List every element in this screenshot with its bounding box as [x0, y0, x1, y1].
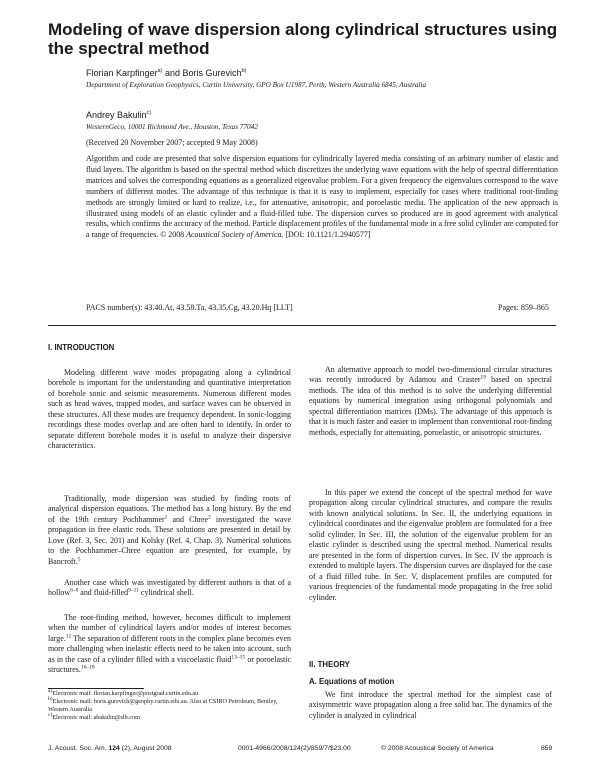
footer-page-number: 859: [541, 745, 553, 752]
intro-paragraph-3: [48, 578, 291, 599]
p5-text-a: An alternative approach to model two-dimensional circular structures was recently introduced by Adamou and Craster: [309, 365, 552, 385]
ref-6-8: 6–8: [70, 587, 79, 594]
ref-19: 19: [480, 374, 487, 381]
p2-text-a: Traditionally, mode dispersion was studied by finding roots of analytical dispersion equations. The method has a long history. By the end of the 19th century Pochhammer: [48, 494, 291, 524]
footnote-c-text: Electronic mail: abakulin@slb.com: [52, 714, 140, 721]
footnote-b-mark: b): [48, 695, 53, 702]
copyright-year: © 2008: [160, 230, 187, 240]
footnote-a-text: Electronic mail: florian.karpfinger@postgrad.curtin.edu.au: [52, 690, 199, 697]
author-line-2: [86, 110, 556, 121]
abstract: [86, 154, 558, 241]
footer-issn: 0001-4966/2008/124(2)/859/7/$23.00: [238, 745, 351, 752]
footnote-c-mark: c): [48, 711, 53, 718]
intro-paragraph-4: [48, 613, 291, 676]
p4-text-c: or poroelastic structures.: [48, 654, 291, 675]
p3-text-b: and fluid-filled: [78, 588, 129, 598]
intro-paragraph-6: In this paper we extend the concept of the spectral method for wave propagation along circular cylindrical structures, and compare the results with known analytical solutions. In Sec. II, the underlying equations in cylindrical coordinates and the eigenvalue problem are formulated for a free solid cylinder. In Sec. III, the solution of the eigenvalue problem for an elastic cylinder is described using the spectral method. Numerical results are presented in the form of dispersion curves. In Sec. IV the approach is extended to multiple layers. The dispersion curves are displayed for the case of a fluid filled tube. In Sec. V, displacement profiles are computed for various frequencies of the fundamental mode propagating in the free solid cylinder.: [309, 488, 552, 602]
section-theory-heading: II. THEORY: [309, 660, 350, 669]
left-column: [48, 338, 291, 678]
subsection-equations-heading: A. Equations of motion: [309, 677, 395, 686]
affiliation-westerngeco: WesternGeco, 10001 Richmond Ave., Houston, Texas 77042: [86, 123, 258, 131]
paper-title: Modeling of wave dispersion along cylindrical structures using the spectral method: [48, 20, 558, 58]
p2-text-b: and Chree: [167, 514, 209, 524]
ref-12: 12: [65, 633, 72, 640]
intro-paragraph-5: [309, 365, 552, 438]
received-dates: (Received 20 November 2007; accepted 9 May 2008): [86, 138, 258, 147]
footnote-b: [48, 695, 293, 713]
author-bakulin: Andrey Bakulin: [86, 110, 147, 120]
p4-text-a: The root-finding method, however, becomes difficult to implement when the number of cylindrical layers and/or modes of interest becomes large.: [48, 613, 291, 643]
author-line-1: [86, 68, 556, 79]
copyright-society: Acoustical Society of America.: [186, 230, 284, 240]
right-column: [309, 338, 552, 738]
author-gurevich: and Boris Gurevich: [162, 68, 242, 78]
abstract-text: Algorithm and code are presented that solve dispersion equations for cylindrically layered media consisting of an arbitrary number of elastic and fluid layers. The algorithm is based on the spectral method which discretizes the underlying wave equations with the help of spectral differentiation matrices and solves the corresponding equations as a generalized eigenvalue problem. For a given frequency the eigenvalues correspond to the wave numbers of different modes. The advantage of this technique is that it is easy to implement, especially for cases where traditional root-finding methods are strongly limited or hard to realize, i.e., for attenuative, anisotropic, and poroelastic media. The application of the new approach is illustrated using models of an elastic cylinder and a fluid-filled tube. The dispersion curves so produced are in good agreement with analytical results, which confirms the accuracy of the method. Particle displacement profiles of the fundamental mode in a free solid cylinder are computed for a range of frequencies.: [86, 154, 558, 240]
footnote-b-text: Electronic mail: boris.gurevich@geophy.curtin.edu.au. Also at CSIRO Petroleum, Bentley, Western Australia: [48, 698, 278, 713]
p2-text-c: investigated the wave propagation in free elastic rods. These solutions are presented in detail by Love (Ref. 3, Sec. 201) and Kolsky (Ref. 4, Chap. 3). Numerical solutions to the Pochhammer–Chree equation are presented, for example, by Bancroft.: [48, 514, 291, 566]
p5-text-b: based on spectral methods. The idea of this method is to solve the underlying differential equations by numerical integration using orthogonal polynomials and spectral differentiation matrices (DMs). The advantage of this approach is that it is much faster and easier to implement than conventional root-finding methods, especially for attenuating, poroelastic, or anisotropic structures.: [309, 375, 552, 437]
footnote-a: [48, 687, 293, 698]
footnote-rule: [48, 688, 144, 689]
footnote-a-mark: a): [48, 687, 53, 694]
p3-text-a: Another case which was investigated by different authors is that of a hollow: [48, 578, 291, 598]
footnote-c: [48, 711, 293, 722]
footer-journal-name: J. Acoust. Soc. Am.: [48, 745, 109, 752]
header-rule: [48, 325, 556, 326]
section-introduction-heading: I. INTRODUCTION: [48, 343, 115, 352]
author-note-b: b): [241, 68, 247, 74]
ref-13-15: 13–15: [231, 654, 246, 661]
ref-9-11: 9–11: [128, 587, 139, 594]
ref-2: 2: [208, 514, 211, 521]
footer-copyright: © 2008 Acoustical Society of America: [381, 745, 494, 752]
author-note-a: a): [157, 68, 163, 74]
footer-issue: (2), August 2008: [119, 745, 172, 752]
p3-text-c: cylindrical shell.: [138, 588, 194, 598]
intro-paragraph-2: [48, 494, 291, 567]
footer-journal: [48, 744, 172, 753]
affiliation-curtin: Department of Exploration Geophysics, Curtin University, GPO Box U1987, Perth, Western Australia 6845, Australia: [86, 81, 427, 89]
author-note-c: c): [146, 110, 152, 116]
footer-volume: 124: [108, 745, 120, 752]
page-range: Pages: 859–865: [498, 303, 549, 312]
ref-5: 5: [77, 556, 81, 563]
theory-paragraph-1: We first introduce the spectral method for the simplest case of axisymmetric wave propagation along a free solid bar. The dynamics of the cylinder is analyzed in cylindrical: [309, 690, 552, 720]
pacs-numbers: PACS number(s): 43.40.At, 43.58.Ta, 43.35.Cg, 43.20.Hq [LLT]: [86, 303, 293, 312]
ref-16-18: 16–18: [80, 664, 95, 671]
ref-1: 1: [164, 514, 168, 521]
doi: [DOI: 10.1121/1.2940577]: [283, 230, 371, 240]
author-karpfinger: Florian Karpfinger: [86, 68, 158, 78]
intro-paragraph-1: Modeling different wave modes propagating along a cylindrical borehole is important for the understanding and quantitative interpretation of borehole sonic and seismic measurements. Numerous different modes such as head waves, trapped modes, and surface waves can be observed in these structures. All these modes are frequency dependent. In sonic-logging recordings these modes overlap and are often hard to identify. In order to separate different borehole modes it is useful to analyze their dispersive characteristics.: [48, 368, 291, 451]
p4-text-b: The separation of different roots in the complex plane becomes even more challenging when inelastic effects need to be taken into account, such as in the case of a cylinder filled with a viscoelastic fluid: [48, 633, 291, 664]
